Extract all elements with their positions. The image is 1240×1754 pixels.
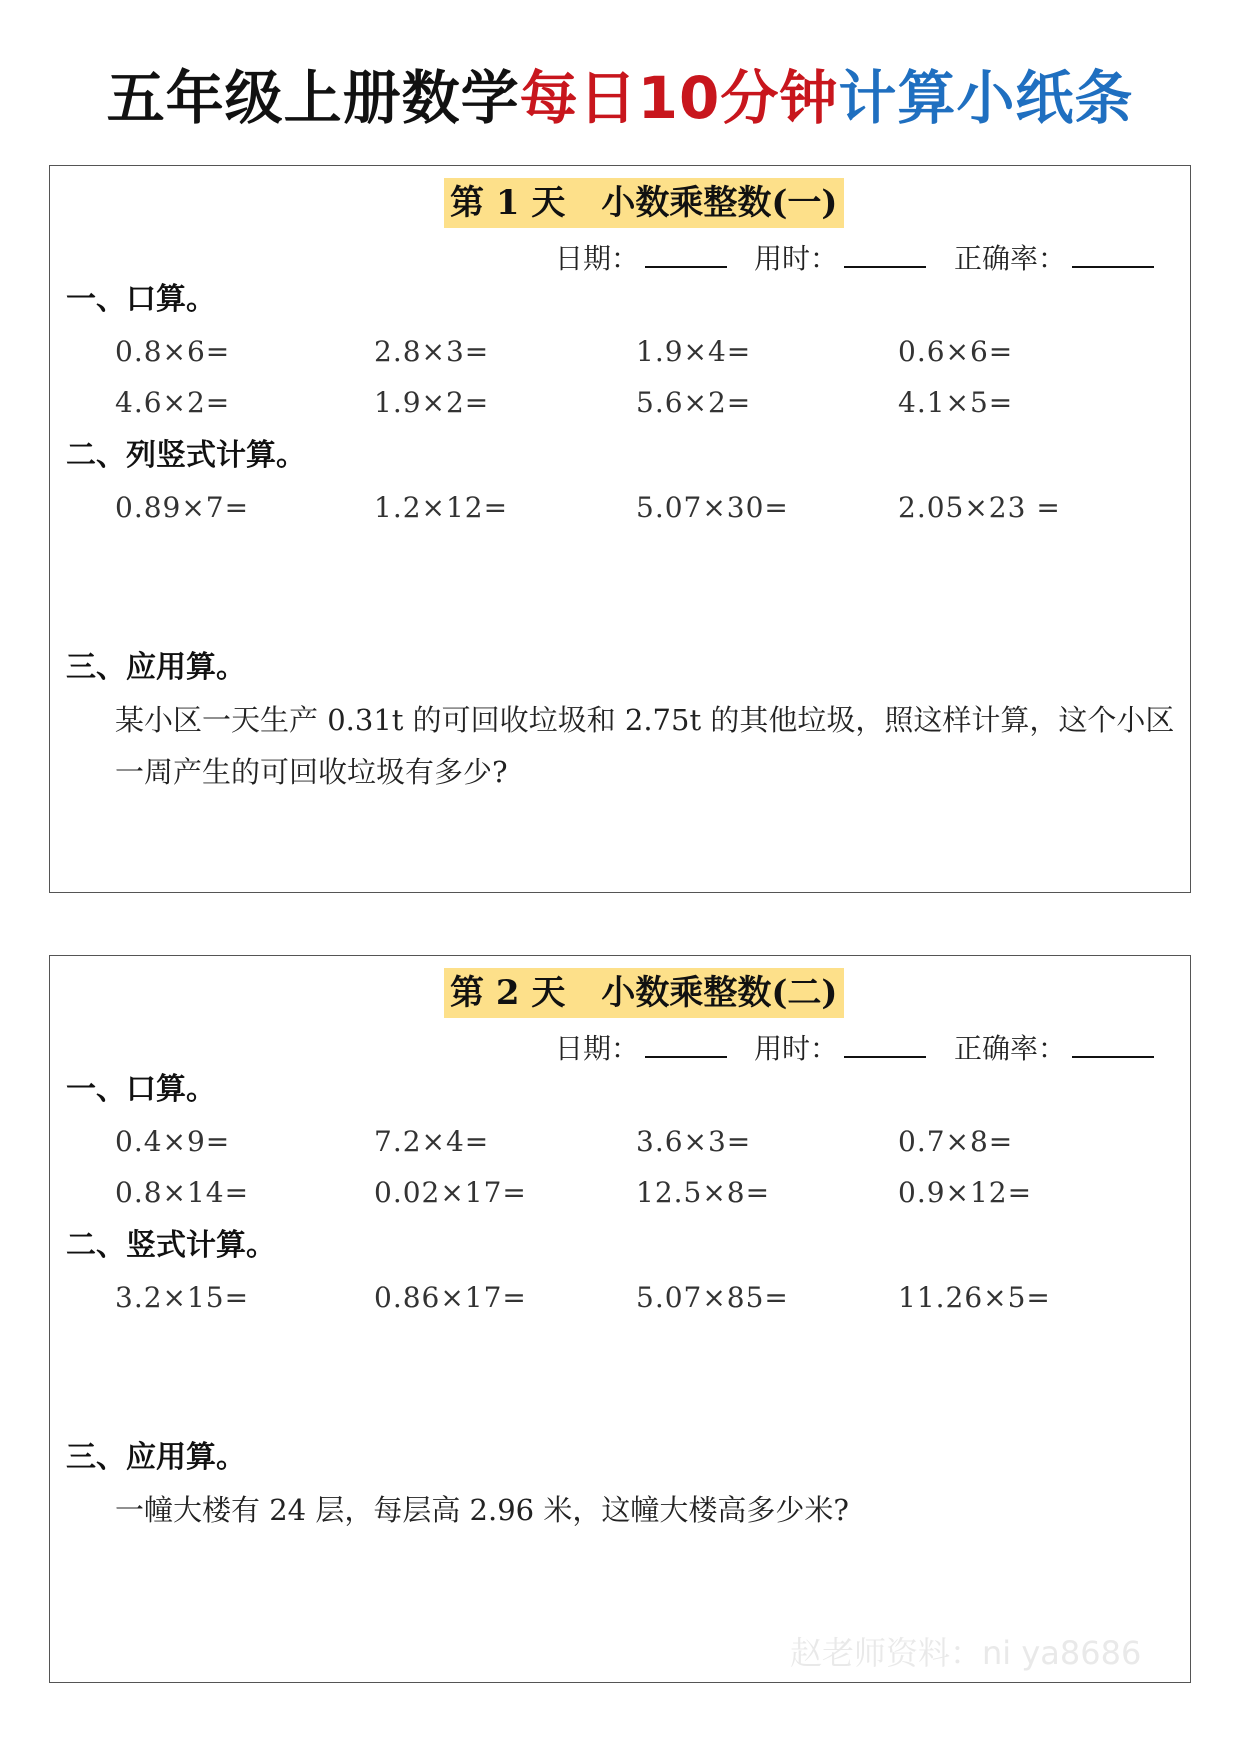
- day-2-title: [444, 968, 844, 1018]
- date-blank[interactable]: [645, 236, 727, 268]
- vertical-problem: 5.07×85=: [636, 1281, 789, 1314]
- time-label: 用时：: [754, 242, 839, 275]
- day-1-card: [49, 165, 1191, 893]
- date-label: 日期：: [555, 242, 640, 275]
- vertical-problem: 11.26×5=: [898, 1281, 1051, 1314]
- date-label: 日期：: [555, 1032, 640, 1065]
- oral-problem: 0.7×8=: [898, 1125, 1014, 1158]
- day-label: 第 2 天: [450, 973, 566, 1013]
- vertical-problem: 2.05×23 =: [898, 491, 1061, 524]
- oral-problem: 0.8×6=: [115, 335, 231, 368]
- time-blank[interactable]: [844, 1026, 926, 1058]
- vertical-problem: 0.89×7=: [115, 491, 250, 524]
- watermark: 赵老师资料：ni ya8686: [790, 1634, 1142, 1672]
- oral-problem: 0.9×12=: [898, 1176, 1033, 1209]
- accuracy-blank[interactable]: [1072, 1026, 1154, 1058]
- time-field: [754, 236, 926, 281]
- oral-problem: 0.8×14=: [115, 1176, 250, 1209]
- section-word-problem-heading: 三、应用算。: [66, 1440, 246, 1475]
- oral-problem: 0.6×6=: [898, 335, 1014, 368]
- word-problem-text: 一幢大楼有 24 层，每层高 2.96 米，这幢大楼高多少米?: [115, 1493, 849, 1527]
- vertical-problem: 0.86×17=: [374, 1281, 527, 1314]
- section-vertical-heading: 二、竖式计算。: [66, 1228, 276, 1263]
- oral-problem: 5.6×2=: [636, 386, 752, 419]
- accuracy-field: [954, 236, 1154, 281]
- page-title: [0, 58, 1240, 138]
- oral-problem: 0.02×17=: [374, 1176, 527, 1209]
- oral-problem: 0.4×9=: [115, 1125, 231, 1158]
- section-oral-heading: 一、口算。: [66, 1072, 216, 1107]
- time-field: [754, 1026, 926, 1071]
- oral-problem: 1.9×2=: [374, 386, 490, 419]
- accuracy-label: 正确率：: [954, 1032, 1067, 1065]
- accuracy-field: [954, 1026, 1154, 1071]
- date-field: [555, 1026, 727, 1071]
- vertical-problem: 1.2×12=: [374, 491, 509, 524]
- title-grade-subject: 五年级上册数学: [106, 64, 520, 132]
- day-topic: 小数乘整数(一): [601, 183, 838, 223]
- section-word-problem-heading: 三、应用算。: [66, 650, 246, 685]
- title-calc-slips: 计算小纸条: [838, 64, 1134, 132]
- oral-problem: 1.9×4=: [636, 335, 752, 368]
- day-label: 第 1 天: [450, 183, 566, 223]
- oral-problem: 12.5×8=: [636, 1176, 771, 1209]
- word-problem-text: 某小区一天生产 0.31t 的可回收垃圾和 2.75t 的其他垃圾，照这样计算，这个小区一周产生的可回收垃圾有多少?: [115, 703, 1175, 789]
- section-vertical-heading: 二、列竖式计算。: [66, 438, 306, 473]
- time-label: 用时：: [754, 1032, 839, 1065]
- oral-problem: 2.8×3=: [374, 335, 490, 368]
- title-daily-minutes: 每日10分钟: [519, 64, 839, 132]
- accuracy-blank[interactable]: [1072, 236, 1154, 268]
- vertical-problem: 3.2×15=: [115, 1281, 250, 1314]
- accuracy-label: 正确率：: [954, 242, 1067, 275]
- oral-problem: 4.1×5=: [898, 386, 1014, 419]
- oral-problem: 4.6×2=: [115, 386, 231, 419]
- day-topic: 小数乘整数(二): [601, 973, 838, 1013]
- date-field: [555, 236, 727, 281]
- date-blank[interactable]: [645, 1026, 727, 1058]
- section-oral-heading: 一、口算。: [66, 282, 216, 317]
- vertical-problem: 5.07×30=: [636, 491, 789, 524]
- oral-problem: 7.2×4=: [374, 1125, 490, 1158]
- time-blank[interactable]: [844, 236, 926, 268]
- day-1-title: [444, 178, 844, 228]
- oral-problem: 3.6×3=: [636, 1125, 752, 1158]
- day-2-card: [49, 955, 1191, 1683]
